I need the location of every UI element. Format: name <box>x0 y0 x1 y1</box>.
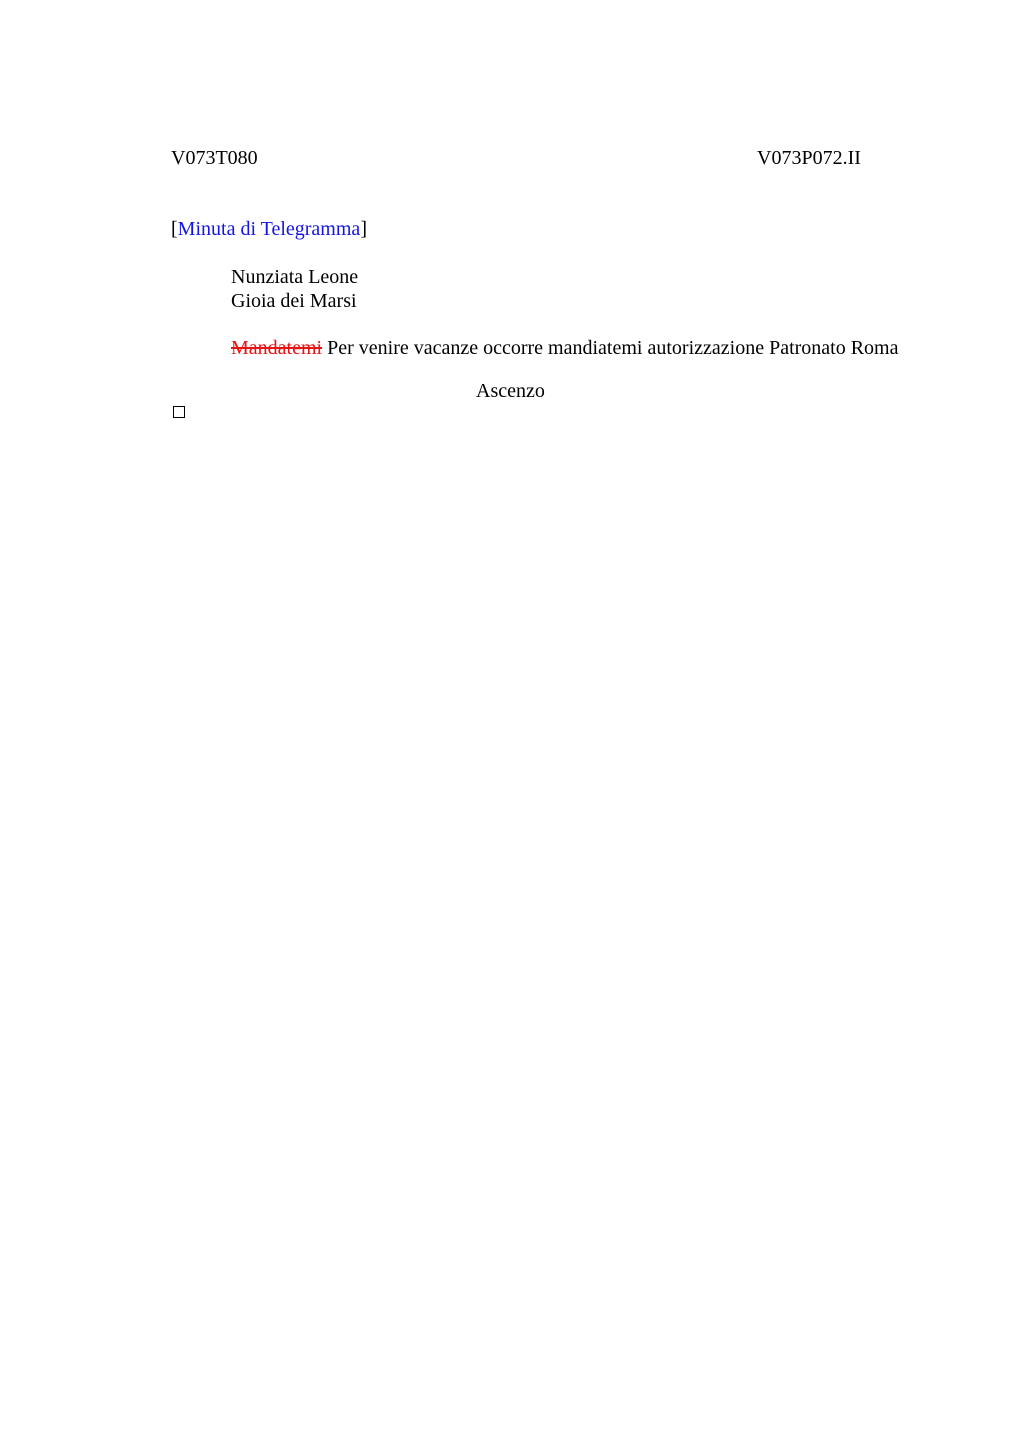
open-bracket: [ <box>171 218 178 240</box>
recipient-name: Nunziata Leone <box>231 266 359 288</box>
document-type-line <box>171 217 367 241</box>
signature: Ascenzo <box>476 380 545 402</box>
message-text: Per venire vacanze occorre mandiatemi autorizzazione Patronato Roma <box>322 337 899 359</box>
document-type-label: Minuta di Telegramma <box>177 218 361 240</box>
empty-square-icon <box>173 406 185 418</box>
close-bracket: ] <box>360 218 367 240</box>
document-id-left: V073T080 <box>171 147 258 169</box>
message-body <box>231 336 899 360</box>
recipient-place: Gioia dei Marsi <box>231 290 357 312</box>
deleted-word: Mandatemi <box>231 337 323 359</box>
document-id-right: V073P072.II <box>757 147 861 169</box>
